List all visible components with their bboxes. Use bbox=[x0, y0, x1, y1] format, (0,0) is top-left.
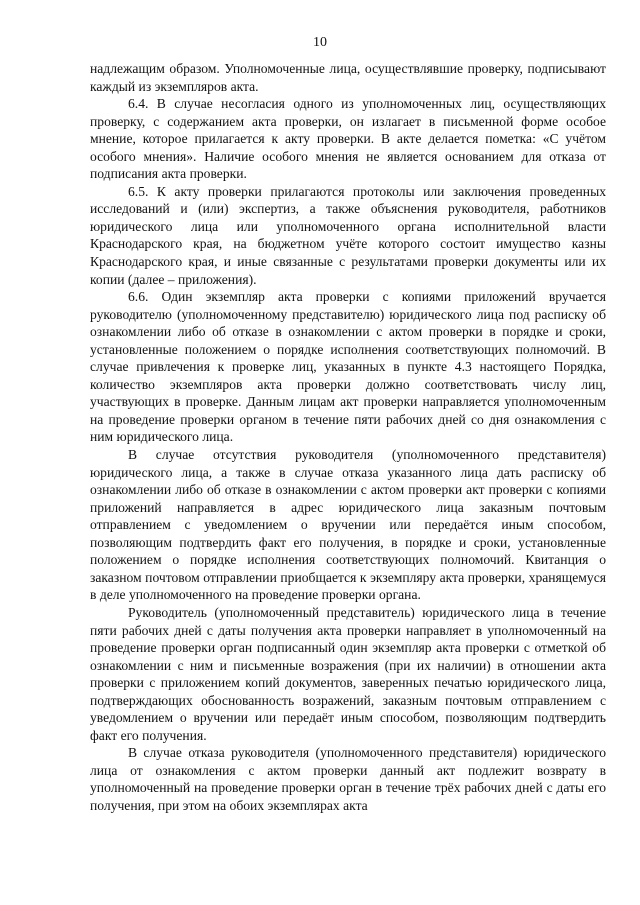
paragraph-refusal: В случае отказа руководителя (уполномоченного представителя) юридического лица от ознакомления с актом проверки данный акт подлежит возврату в уполномоченный на проведение проверки орган в течение трёх рабочих дней с даты его получения, при этом на обоих экземплярах акта bbox=[90, 745, 606, 813]
paragraph-head-response: Руководитель (уполномоченный представитель) юридического лица в течение пяти рабочих дней с даты получения акта проверки направляет в уполномоченный на проведение проверки орган подписанный один экземпляр акта проверки с отметкой об ознакомлении с ним и письменные возражения (при их наличии) в отношении акта проверки с приложением копий документов, заверенных печатью юридического лица, подтверждающих обоснованность возражений, заказным почтовым отправлением с уведомлением о вручении или передаёт иным способом, позволяющим подтвердить факт его получения. bbox=[90, 604, 606, 743]
paragraph-continuation: надлежащим образом. Уполномоченные лица, осуществлявшие проверку, подписывают каждый из экземпляров акта. bbox=[90, 61, 606, 94]
paragraph-6-6: 6.6. Один экземпляр акта проверки с копиями приложений вручается руководителю (уполномоченному представителю) юридического лица под расписку об ознакомлении либо об отказе в ознакомлении с актом проверки в порядке и сроки, установленные положением о порядке исполнения соответствующих полномочий. В случае привлечения к проверке лиц, указанных в пункте 4.3 настоящего Порядка, количество экземпляров акта проверки должно соответствовать числу лиц, участвующих в проверке. Данным лицам акт проверки направляется уполномоченным на проведение проверки органом в течение пяти рабочих дней со дня ознакомления с ним юридического лица. bbox=[90, 289, 606, 445]
paragraph-6-5: 6.5. К акту проверки прилагаются протоколы или заключения проведенных исследований и (или) экспертиз, а также объяснения руководителя, работников юридического лица или уполномоченного органа исполнительной власти Краснодарского края, на бюджетном учёте которого состоит имущество казны Краснодарского края, и иные связанные с результатами проверки документы или их копии (далее – приложения). bbox=[90, 183, 606, 287]
paragraph-absence-of-head: В случае отсутствия руководителя (уполномоченного представителя) юридического лица, а также в случае отказа указанного лица дать расписку об ознакомлении либо об отказе в ознакомлении с актом проверки акт проверки с копиями приложений направляется в адрес юридического лица заказным почтовым отправлением с уведомлением о вручении или передаётся иным способом, позволяющим подтвердить факт его получения, в порядке и сроки, установленные положением о порядке исполнения соответствующих полномочий. Квитанция о заказном почтовом отправлении приобщается к экземпляру акта проверки, хранящемуся в деле уполномоченного на проведение проверки органа. bbox=[90, 447, 606, 603]
body-text bbox=[90, 60, 606, 815]
page-number: 10 bbox=[313, 35, 327, 50]
paragraph-6-4: 6.4. В случае несогласия одного из уполномоченных лиц, осуществляющих проверку, с содержанием акта проверки, он излагает в письменной форме особое мнение, которое прилагается к акту проверки. В акте делается пометка: «С учётом особого мнения». Наличие особого мнения не является основанием для отказа от подписания акта проверки. bbox=[90, 96, 606, 182]
